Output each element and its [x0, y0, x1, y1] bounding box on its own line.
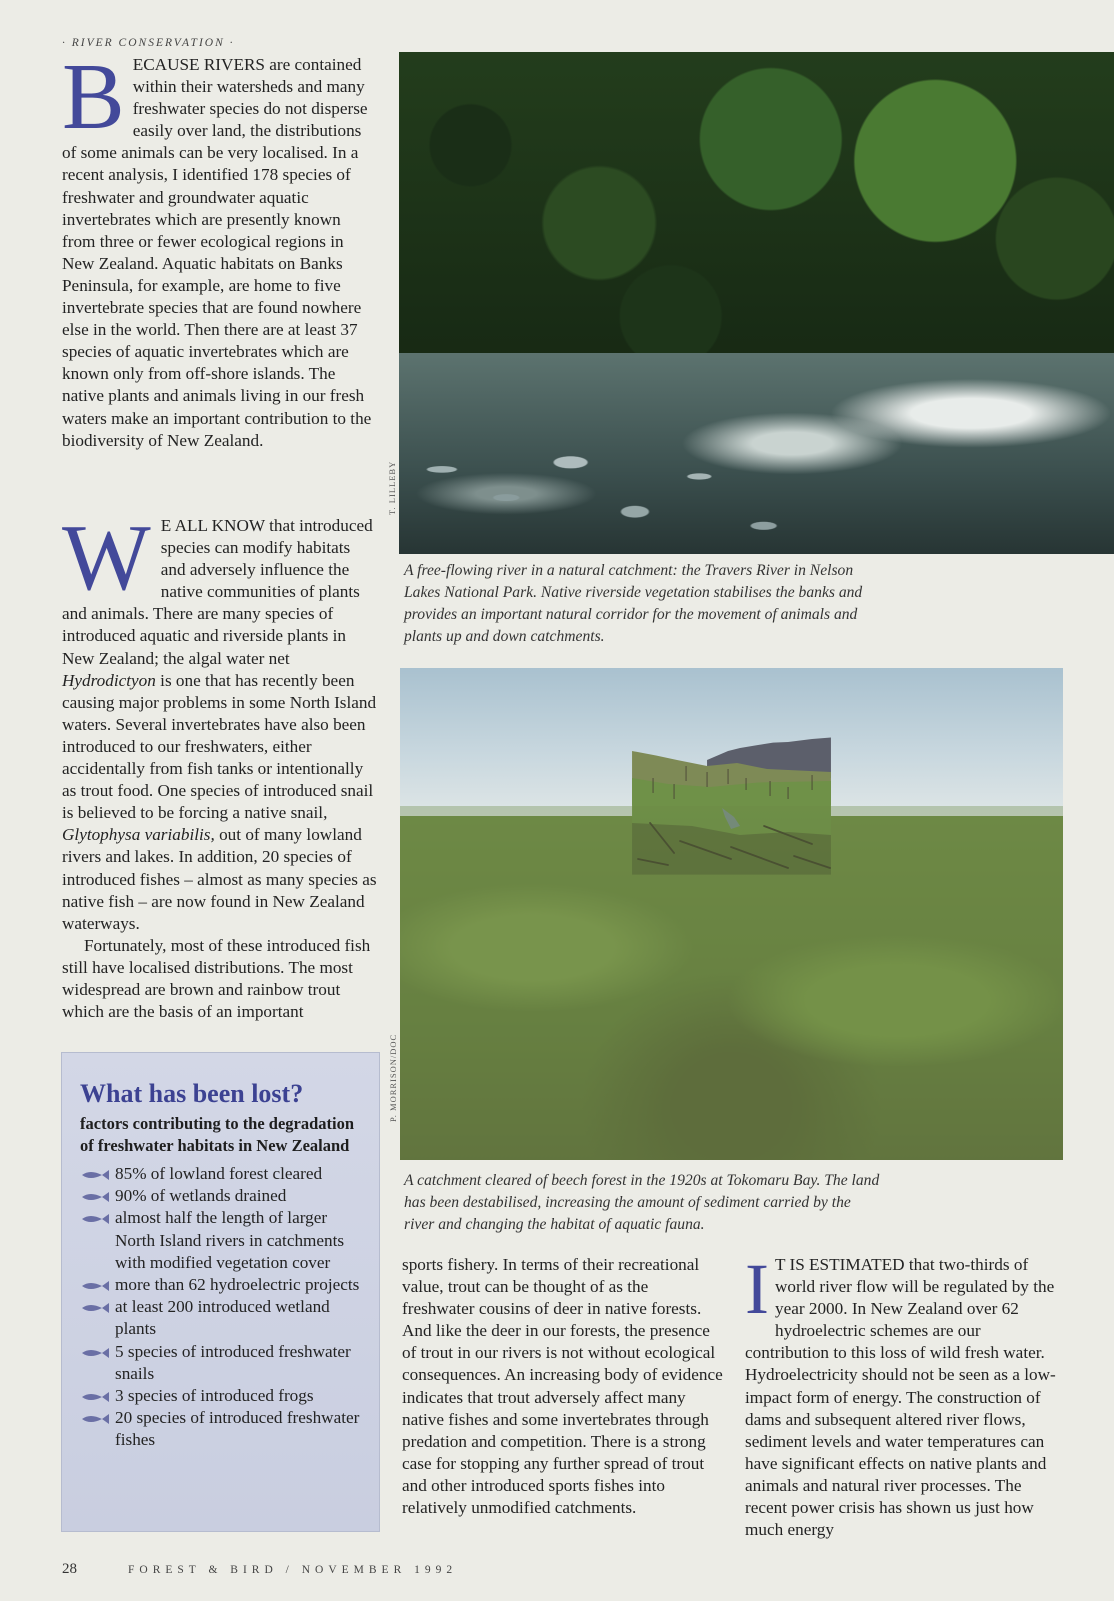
what-has-been-lost-box [61, 1052, 380, 1532]
list-item [80, 1185, 361, 1207]
page-number: 28 [62, 1561, 77, 1577]
paragraph-5 [745, 1249, 1067, 1541]
paragraph-2-text-c: out of many lowland rivers and lakes. In addition, 20 species of introduced fishes – almost as many species as native fish – are now found in New Zealand waterways. [62, 825, 377, 933]
fish-icon [80, 1391, 110, 1403]
photo-credit-morrison: P. MORRISON/DOC [388, 1033, 398, 1122]
article-column-1b [62, 506, 378, 1023]
list-item-text: almost half the length of larger North Island rivers in catchments with modified vegetation cover [115, 1208, 345, 1272]
list-item-text: at least 200 introduced wetland plants [115, 1297, 330, 1339]
photo-forest-layer [399, 52, 1114, 363]
list-item [80, 1407, 361, 1451]
photo-hills-layer [400, 806, 1063, 1160]
fish-icon [80, 1169, 110, 1181]
dropcap-i: I [745, 1249, 769, 1329]
list-item-text: 85% of lowland forest cleared [115, 1164, 323, 1183]
list-item-text: 3 species of introduced frogs [115, 1386, 314, 1406]
list-item [80, 1296, 361, 1340]
paragraph-4: sports fishery. In terms of their recreational value, trout can be thought of as the freshwater cousins of deer in native forests. And like the deer in our forests, the presence of trout in our rivers is not without ecological consequences. An increasing body of evidence indicates that trout adversely affect many native fishes and some invertebrates through predation and competition. There is a strong case for stopping any further spread of trout and other introduced sports fishes into relatively unmodified catchments. [402, 1255, 723, 1518]
fish-icon [80, 1302, 110, 1314]
paragraph-2-text-b: is one that has recently been causing major problems in some North Island waters. Several invertebrates have also been introduced to our freshwaters, either accidentally from fish tanks or intentionally as trout food. One species of introduced snail is believed to be forcing a native snail, [62, 670, 377, 823]
dropcap-b: B [62, 45, 125, 149]
magazine-footer: FOREST & BIRD / NOVEMBER 1992 [128, 1564, 458, 1576]
paragraph-1 [62, 45, 378, 452]
list-item-text: 5 species of introduced freshwater snails [115, 1341, 351, 1383]
article-column-2 [402, 1254, 724, 1519]
article-column-3 [745, 1249, 1067, 1541]
fish-icon [80, 1191, 110, 1203]
photo-tokomaru-bay [400, 668, 1063, 1160]
photo-credit-lilleby: T. LILLEBY [387, 460, 397, 515]
paragraph-1-text: ECAUSE RIVERS are contained within their watersheds and many freshwater species do not disperse easily over land, the distributions of some animals can be very localised. In a recent analysis, I identified 178 species of freshwater and groundwater aquatic invertebrates which are presently known from three or fewer ecological regions in New Zealand. Aquatic habitats on Banks Peninsula, for example, are home to five invertebrate species that are found nowhere else in the world. Then there are at least 37 species of aquatic invertebrates which are known only from off-shore islands. The native plants and animals living in our fresh waters make an important contribution to the biodiversity of New Zealand. [62, 55, 372, 450]
list-item-text: 20 species of introduced freshwater fishes [115, 1408, 360, 1450]
paragraph-2-text-a: E ALL KNOW that introduced species can modify habitats and adversely influence the native communities of plants and animals. There are many species of introduced aquatic and riverside plants in New Zealand; the algal water net [62, 516, 373, 668]
section-tag: · RIVER CONSERVATION · [62, 37, 235, 49]
list-item [80, 1207, 361, 1274]
photo-caption-1: A free-flowing river in a natural catchment: the Travers River in Nelson Lakes National Park. Native riverside vegetation stabilises the banks and provides an important natural corridor for the movement of animals and plants up and down catchments. [404, 562, 863, 645]
fish-icon [80, 1213, 110, 1225]
article-column-1 [62, 45, 378, 452]
paragraph-3: Fortunately, most of these introduced fish still have localised distributions. The most widespread are brown and rainbow trout which are the basis of an important [62, 935, 371, 1022]
loss-factors-list [80, 1163, 361, 1452]
paragraph-2 [62, 506, 378, 935]
list-item-text: more than 62 hydroelectric projects [115, 1275, 360, 1295]
photo-caption-2: A catchment cleared of beech forest in the 1920s at Tokomaru Bay. The land has been destabilised, increasing the amount of sediment carried by the river and changing the habitat of aquatic fauna. [404, 1172, 880, 1233]
paragraph-5-text: T IS ESTIMATED that two-thirds of world river flow will be regulated by the year 2000. In New Zealand over 62 hydroelectric schemes are our contribution to this loss of wild fresh water. Hydroelectricity should not be seen as a low-impact form of energy. The construction of dams and subsequent altered river flows, sediment levels and water temperatures can have significant effects on native plants and animals and natural river processes. The recent power crisis has shown us just how much energy [745, 1255, 1056, 1540]
list-item [80, 1385, 361, 1407]
photo-travers-river [399, 52, 1114, 554]
dropcap-w: W [62, 506, 151, 610]
list-item [80, 1274, 361, 1296]
species-name-glytophysa: Glytophysa variabilis, [62, 825, 215, 845]
list-item-text: 90% of wetlands drained [115, 1186, 287, 1206]
fish-icon [80, 1280, 110, 1292]
fish-icon [80, 1347, 110, 1359]
fish-icon [80, 1413, 110, 1425]
list-item [80, 1163, 361, 1185]
list-item [80, 1341, 361, 1385]
box-title: What has been lost? [80, 1079, 304, 1108]
box-subtitle: factors contributing to the degradation of freshwater habitats in New Zealand [80, 1114, 355, 1155]
photo-rocks-layer [399, 413, 828, 554]
species-name-hydrodictyon: Hydrodictyon [62, 670, 156, 690]
